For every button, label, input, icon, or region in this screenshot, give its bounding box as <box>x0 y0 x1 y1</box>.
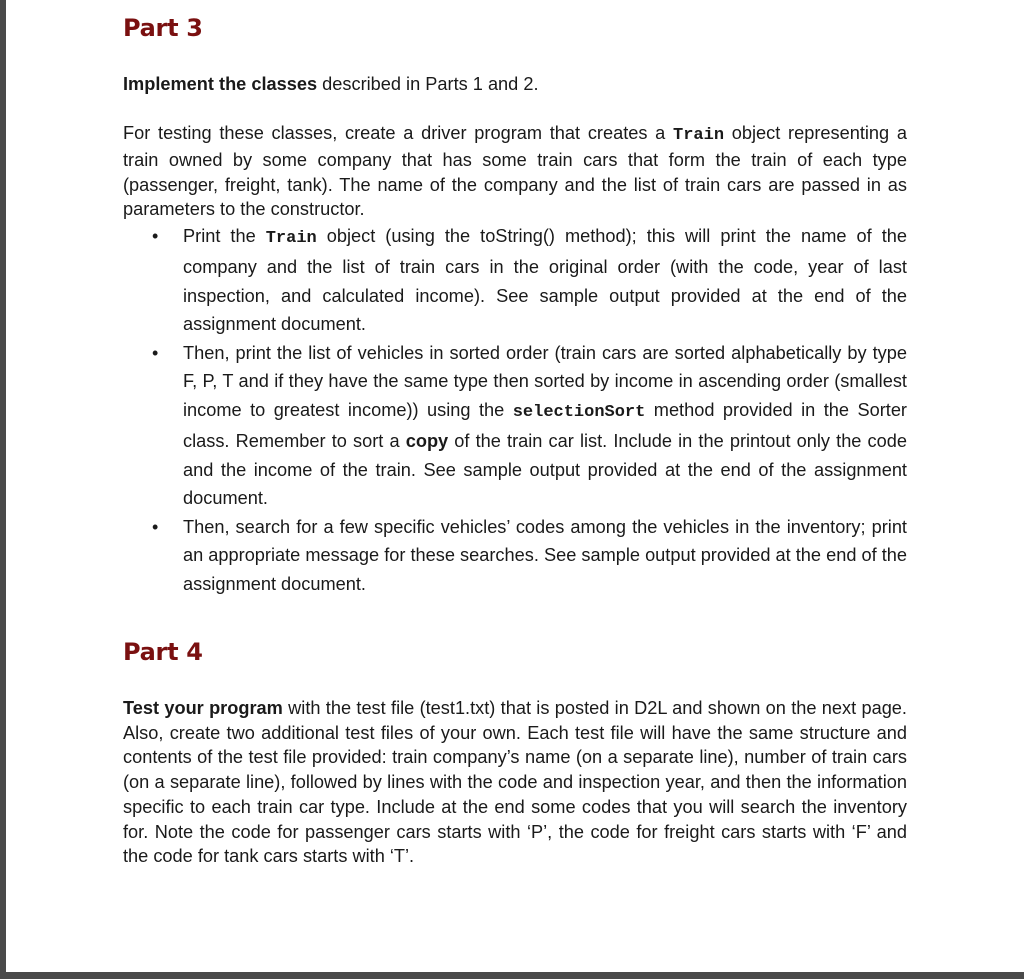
bullet2-text-c: of the train car list. Include in the printout only the code and the income of the train. See sample output provided at the end of the assignment document. <box>183 431 907 508</box>
bullet2-bold: copy <box>405 431 449 451</box>
bullet-item: • Then, search for a few specific vehicles’ codes among the vehicles in the inventory; print an appropriate message for these searches. See sample output provided at the end of the assignment document. <box>183 513 907 599</box>
bullet2-text-a: Then, print the list of vehicles in sorted order (train cars are sorted alphabetically by type F, P, T and if they have the same type then sorted by income in ascending order (smallest income to greatest income)) using the <box>183 342 907 420</box>
bullet1-code: Train <box>265 228 317 248</box>
bullet-item <box>183 222 907 339</box>
part4-heading: Part 4 <box>123 638 203 666</box>
part3-intro <box>123 72 907 97</box>
document-page <box>6 0 1024 972</box>
part3-heading: Part 3 <box>123 14 203 42</box>
bullet2-code: selectionSort <box>512 402 646 422</box>
bullet-item <box>183 339 907 513</box>
intro-bold: Implement the classes <box>123 74 318 94</box>
document-content <box>123 14 907 869</box>
p2-text-b: object representing a train owned by some company that has some train cars that form the train of each type (passenger, freight, tank). The name of the company and the list of train cars are passed in as parameters to the constructor. <box>123 122 907 219</box>
bullet2-text-b: method provided in the Sorter class. Remember to sort a <box>183 399 907 451</box>
part3-bullet-list <box>123 222 907 599</box>
bullet1-text-b: object (using the toString() method); this will print the name of the company and the list of train cars in the original order (with the code, year of last inspection, and calculated income). See sample output provided at the end of the assignment document. <box>183 225 907 334</box>
bullet1-text-a: Print the <box>183 225 266 246</box>
part4-text: with the test file (test1.txt) that is posted in D2L and shown on the next page. Also, create two additional test files of your own. Each test file will have the same structure and contents of the test file provided: train company’s name (on a separate line), number of train cars (on a separate line), followed by lines with the code and inspection year, and then the information specific to each train car type. Include at the end some codes that you will search the inventory for. Note the code for passenger cars starts with ‘P’, the code for freight cars starts with ‘F’ and the code for tank cars starts with ‘T’. <box>123 698 907 867</box>
part3-paragraph <box>123 121 907 222</box>
intro-rest: described in Parts 1 and 2. <box>317 74 539 94</box>
part4-bold: Test your program <box>123 698 283 718</box>
p2-text-a: For testing these classes, create a driver program that creates a <box>123 122 674 143</box>
part4-paragraph <box>123 696 907 869</box>
train-code: Train <box>673 125 725 145</box>
